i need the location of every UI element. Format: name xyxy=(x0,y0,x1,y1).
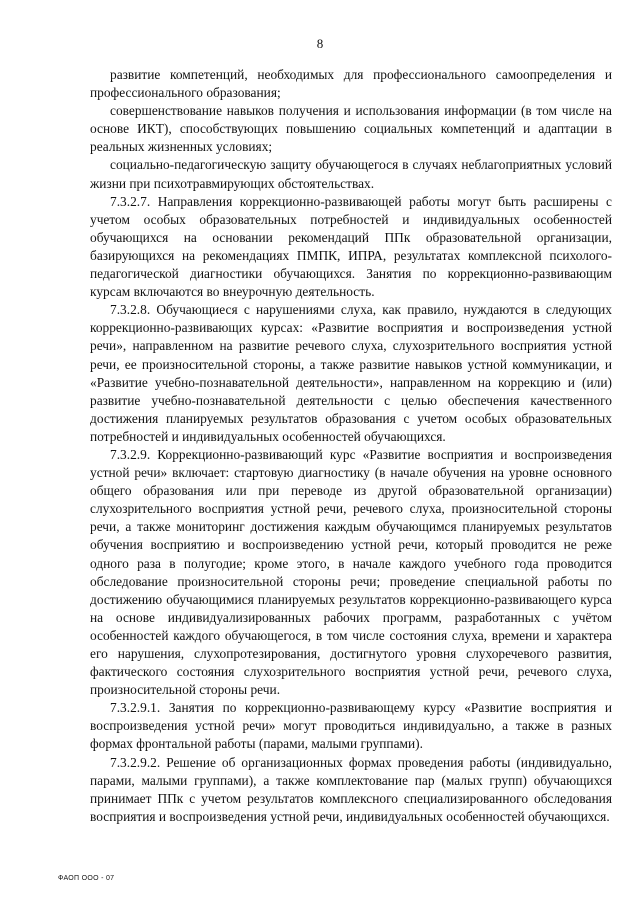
paragraph-7-3-2-7: 7.3.2.7. Направления коррекционно-развивающей работы могут быть расширены с учетом особых образовательных потребностей и индивидуальных особенностей обучающихся на основании рекомендаций ППк образовательной организации, базирующихся на рекомендациях ПМПК, ИПРА, результатах комплексной психолого-педагогической диагностики обучающихся. Занятия по коррекционно-развивающим курсам включаются во внеурочную деятельность. xyxy=(90,193,612,300)
footer-label: ФАОП ООО - 07 xyxy=(58,875,115,882)
paragraph-2: совершенствование навыков получения и использования информации (в том числе на основе ИКТ), способствующих повышению социальных компетенций и адаптации в реальных жизненных условиях; xyxy=(90,103,612,155)
paragraph-1: развитие компетенций, необходимых для профессионального самоопределения и профессионального образования; xyxy=(90,67,612,101)
paragraph-3: социально-педагогическую защиту обучающегося в случаях неблагоприятных условий жизни при психотравмирующих обстоятельствах. xyxy=(90,157,612,191)
paragraph-7-3-2-8: 7.3.2.8. Обучающиеся с нарушениями слуха, как правило, нуждаются в следующих коррекционно-развивающих курсах: «Развитие восприятия и воспроизведения устной речи», направленном на развитие речевого слуха, слухозрительного восприятия устной речи, ее произносительной стороны, а также развитие навыков устной коммуникации, и «Развитие учебно-познавательной деятельности», направленном на коррекцию и (или) развитие учебно-познавательной деятельности с целью обеспечения качественного достижения планируемых результатов образования с учетом особых образовательных потребностей и индивидуальных особенностей обучающихся. xyxy=(90,302,612,444)
paragraph-7-3-2-9-1: 7.3.2.9.1. Занятия по коррекционно-развивающему курсу «Развитие восприятия и воспроизведения устной речи» могут проводиться индивидуально, а также в разных формах фронтальной работы (парами, малыми группами). xyxy=(90,700,612,752)
paragraph-7-3-2-9: 7.3.2.9. Коррекционно-развивающий курс «Развитие восприятия и воспроизведения устной речи» включает: стартовую диагностику (в начале обучения на уровне основного общего образования или при переводе из другой образовательной организации) слухозрительного восприятия устной речи, речевого слуха, произносительной стороны речи, а также мониторинг достижения каждым обучающимся планируемых результатов обучения восприятию и воспроизведению устной речи, который проводится не реже одного раза в полугодие; кроме этого, в начале каждого учебного года проводится обследование произносительной стороны речи; проведение специальной работы по достижению обучающимися планируемых результатов коррекционно-развивающего курса на основе индивидуализированных рабочих программ, разработанных с учётом особенностей каждого обучающегося, в том числе состояния слуха, времени и характера его нарушения, слухопротезирования, достигнутого уровня слухоречевого развития, фактического состояния слухозрительного восприятия устной речи, речевого слуха, произносительной стороны речи. xyxy=(90,446,612,698)
document-body xyxy=(90,66,612,826)
page-number: 8 xyxy=(316,36,324,51)
paragraph-7-3-2-9-2: 7.3.2.9.2. Решение об организационных формах проведения работы (индивидуально, парами, малыми группами), а также комплектование пар (малых групп) обучающихся принимает ППк с учетом результатов комплексного специализированного обследования восприятия и воспроизведения устной речи, индивидуальных особенностей обучающихся. xyxy=(90,754,612,824)
